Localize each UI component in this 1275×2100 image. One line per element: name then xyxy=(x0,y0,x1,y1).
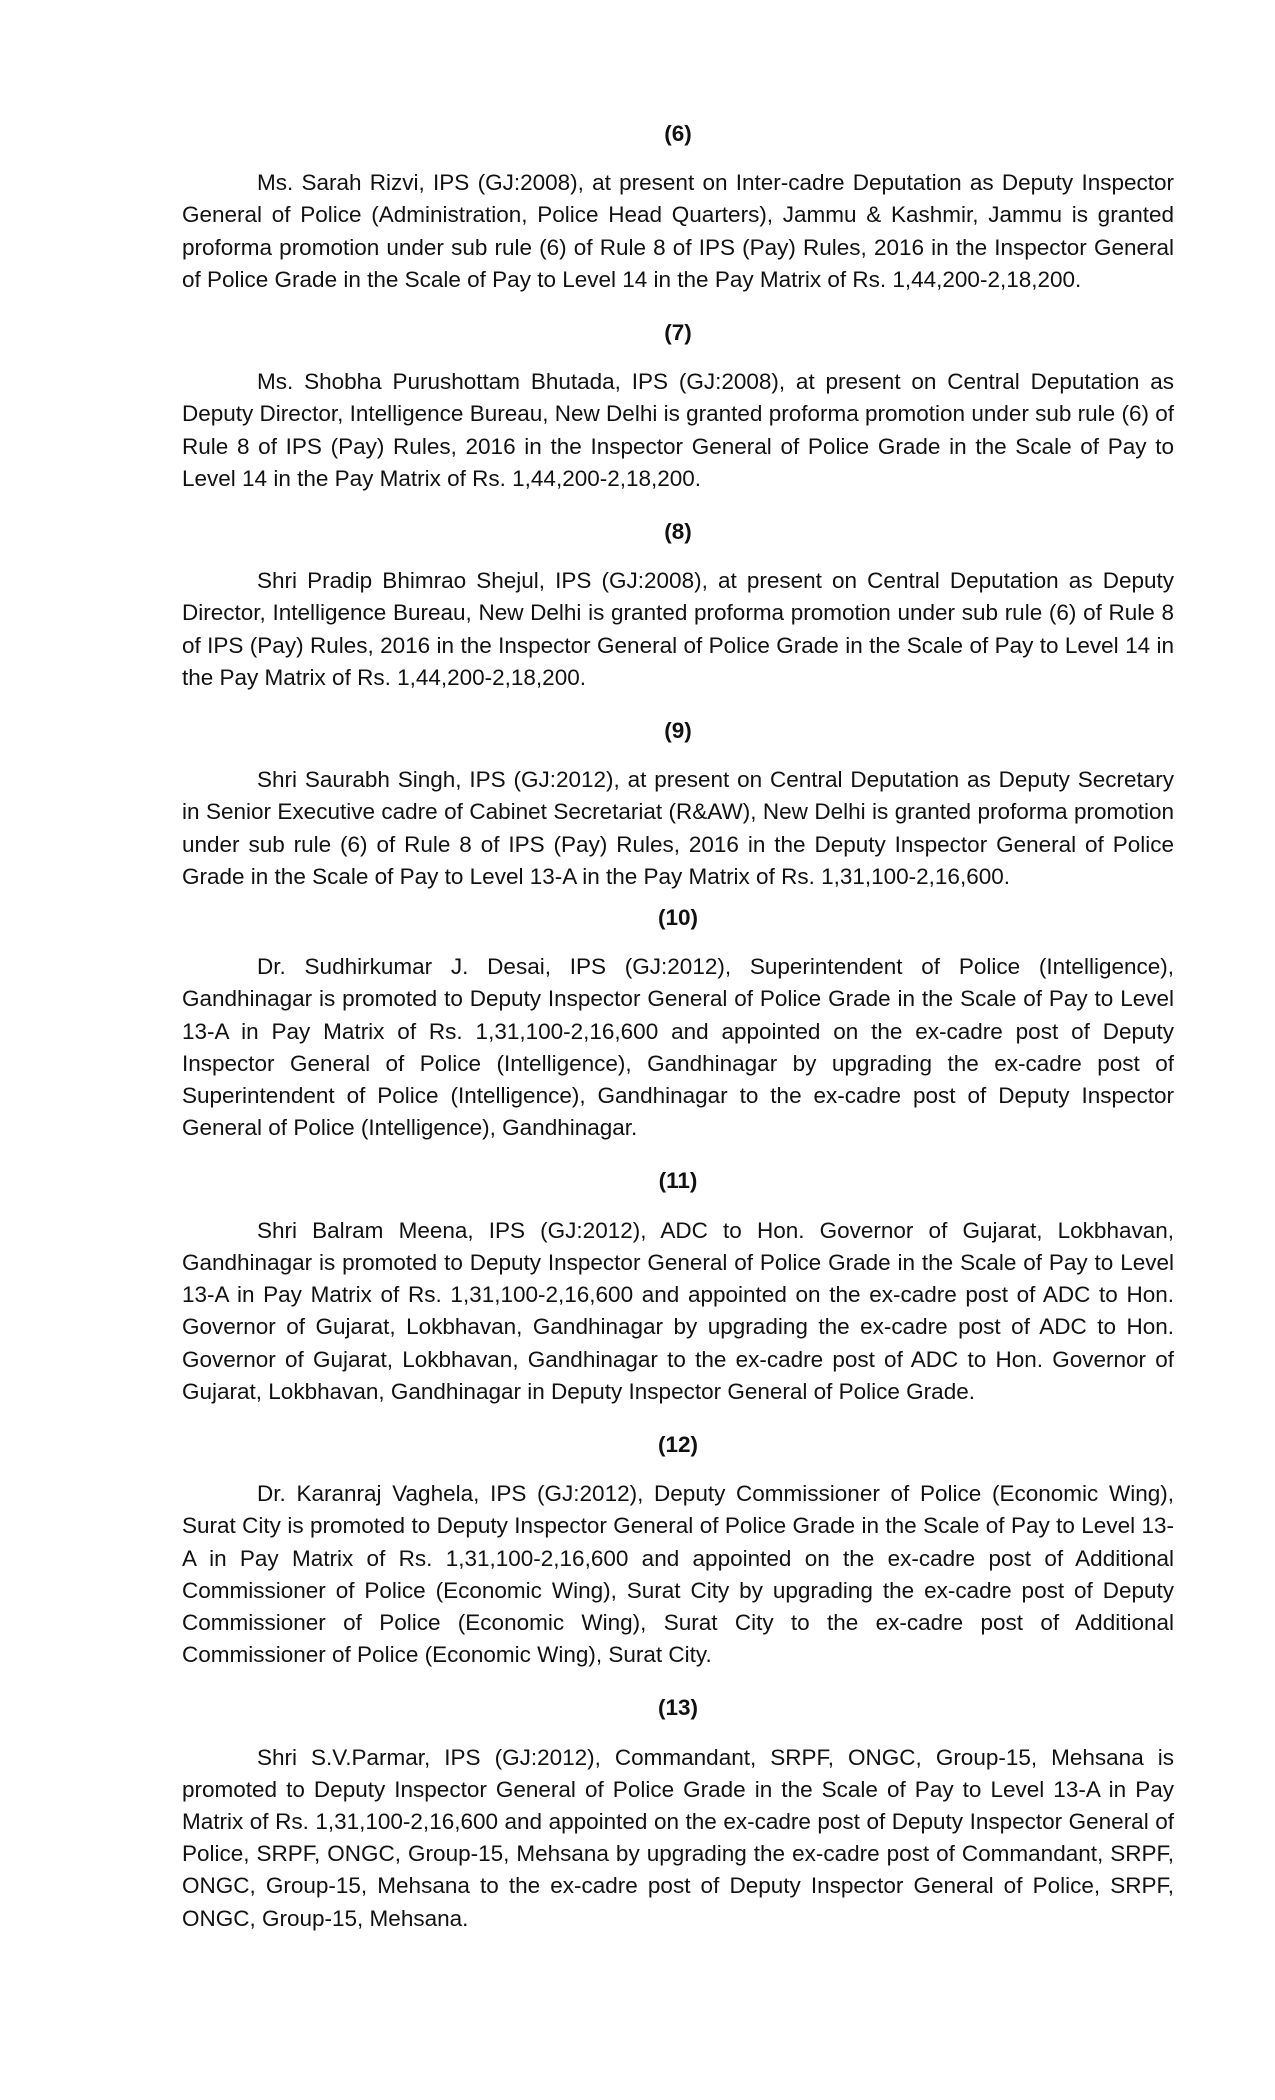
section-8 xyxy=(182,516,1174,694)
section-13 xyxy=(182,1692,1174,1934)
section-number: (8) xyxy=(664,519,692,545)
section-11 xyxy=(182,1165,1174,1407)
section-9 xyxy=(182,715,1174,893)
section-paragraph: Ms. Shobha Purushottam Bhutada, IPS (GJ:2008), at present on Central Deputation as Deputy Director, Intelligence Bureau, New Delhi is granted proforma promotion under sub rule (6) of Rule 8 of IPS (Pay) Rules, 2016 in the Inspector General of Police Grade in the Scale of Pay to Level 14 in the Pay Matrix of Rs. 1,44,200-2,18,200. xyxy=(182,369,1174,491)
section-7 xyxy=(182,317,1174,495)
section-paragraph: Shri Saurabh Singh, IPS (GJ:2012), at present on Central Deputation as Deputy Secretary in Senior Executive cadre of Cabinet Secretariat (R&AW), New Delhi is granted proforma promotion under sub rule (6) of Rule 8 of IPS (Pay) Rules, 2016 in the Deputy Inspector General of Police Grade in the Scale of Pay to Level 13-A in the Pay Matrix of Rs. 1,31,100-2,16,600. xyxy=(182,767,1174,889)
section-number: (7) xyxy=(664,320,692,346)
section-paragraph: Shri S.V.Parmar, IPS (GJ:2012), Commandant, SRPF, ONGC, Group-15, Mehsana is promoted to Deputy Inspector General of Police Grade in the Scale of Pay to Level 13-A in Pay Matrix of Rs. 1,31,100-2,16,600 and appointed on the ex-cadre post of Deputy Inspector General of Police, SRPF, ONGC, Group-15, Mehsana by upgrading the ex-cadre post of Commandant, SRPF, ONGC, Group-15, Mehsana to the ex-cadre post of Deputy Inspector General of Police, SRPF, ONGC, Group-15, Mehsana. xyxy=(182,1744,1174,1931)
section-number: (10) xyxy=(657,905,698,931)
section-paragraph: Shri Balram Meena, IPS (GJ:2012), ADC to Hon. Governor of Gujarat, Lokbhavan, Gandhinagar is promoted to Deputy Inspector General of Police Grade in the Scale of Pay to Level 13-A in Pay Matrix of Rs. 1,31,100-2,16,600 and appointed on the ex-cadre post of ADC to Hon. Governor of Gujarat, Lokbhavan, Gandhinagar by upgrading the ex-cadre post of ADC to Hon. Governor of Gujarat, Lokbhavan, Gandhinagar to the ex-cadre post of ADC to Hon. Governor of Gujarat, Lokbhavan, Gandhinagar in Deputy Inspector General of Police Grade. xyxy=(182,1217,1174,1404)
section-paragraph: Dr. Karanraj Vaghela, IPS (GJ:2012), Deputy Commissioner of Police (Economic Wing), Surat City is promoted to Deputy Inspector General of Police Grade in the Scale of Pay to Level 13-A in Pay Matrix of Rs. 1,31,100-2,16,600 and appointed on the ex-cadre post of Additional Commissioner of Police (Economic Wing), Surat City by upgrading the ex-cadre post of Deputy Commissioner of Police (Economic Wing), Surat City to the ex-cadre post of Additional Commissioner of Police (Economic Wing), Surat City. xyxy=(182,1481,1174,1668)
section-number: (11) xyxy=(658,1168,698,1194)
section-paragraph: Dr. Sudhirkumar J. Desai, IPS (GJ:2012), Superintendent of Police (Intelligence), Gandhinagar is promoted to Deputy Inspector General of Police Grade in the Scale of Pay to Level 13-A in Pay Matrix of Rs. 1,31,100-2,16,600 and appointed on the ex-cadre post of Deputy Inspector General of Police (Intelligence), Gandhinagar by upgrading the ex-cadre post of Superintendent of Police (Intelligence), Gandhinagar to the ex-cadre post of Deputy Inspector General of Police (Intelligence), Gandhinagar. xyxy=(182,954,1174,1141)
document-page xyxy=(182,118,1174,1956)
section-number: (6) xyxy=(664,121,692,146)
section-6 xyxy=(182,118,1174,296)
section-number: (12) xyxy=(657,1431,698,1457)
section-paragraph: Shri Pradip Bhimrao Shejul, IPS (GJ:2008), at present on Central Deputation as Deputy Director, Intelligence Bureau, New Delhi is granted proforma promotion under sub rule (6) of Rule 8 of IPS (Pay) Rules, 2016 in the Inspector General of Police Grade in the Scale of Pay to Level 14 in the Pay Matrix of Rs. 1,44,200-2,18,200. xyxy=(182,568,1174,690)
section-10 xyxy=(182,902,1174,1144)
section-number: (13) xyxy=(657,1695,698,1721)
section-number: (9) xyxy=(664,718,692,744)
section-paragraph: Ms. Sarah Rizvi, IPS (GJ:2008), at present on Inter-cadre Deputation as Deputy Inspector General of Police (Administration, Police Head Quarters), Jammu & Kashmir, Jammu is granted proforma promotion under sub rule (6) of Rule 8 of IPS (Pay) Rules, 2016 in the Inspector General of Police Grade in the Scale of Pay to Level 14 in the Pay Matrix of Rs. 1,44,200-2,18,200. xyxy=(182,170,1174,292)
section-12 xyxy=(182,1429,1174,1671)
